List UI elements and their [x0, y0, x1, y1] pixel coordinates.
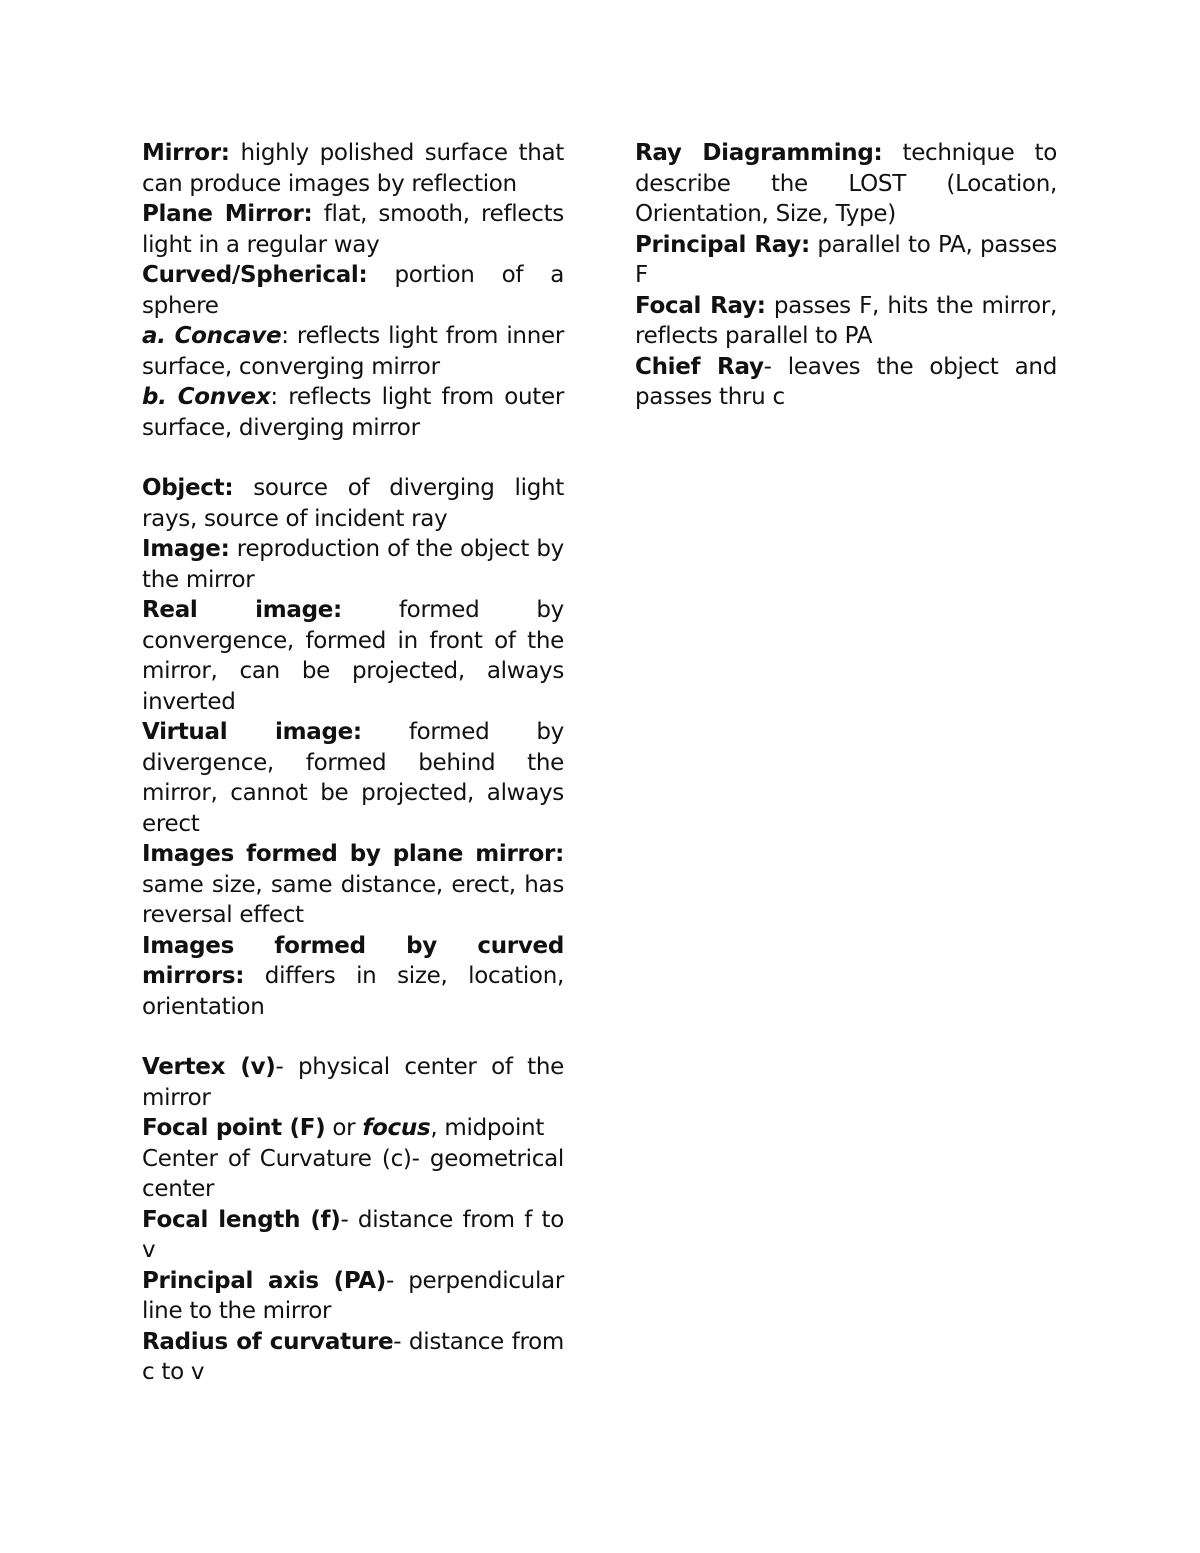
definition-text: , midpoint — [430, 1115, 545, 1141]
definition-text: flat, smooth, reflects light in a regular way — [142, 201, 564, 258]
definition-text: highly polished surface that can produce images by reflection — [142, 140, 564, 197]
term-label: Focal point (F) — [142, 1115, 326, 1141]
term-label: Real image: — [142, 597, 342, 623]
virtual-image-definition — [142, 717, 564, 839]
right-column — [635, 138, 1057, 413]
term-label: Focal length (f) — [142, 1206, 341, 1233]
definition-text: - distance from c to v — [142, 1328, 564, 1385]
plane-mirror-images-definition — [142, 839, 564, 931]
definition-text: parallel to PA, passes F — [635, 231, 1057, 288]
mirror-definition — [142, 138, 564, 199]
principal-ray-definition — [635, 230, 1057, 291]
term-label: Center of Curvature (c) — [142, 1145, 412, 1172]
concave-definition — [142, 321, 564, 382]
definition-text: source of diverging light rays, source of incident ray — [142, 475, 564, 532]
term-label: Vertex (v) — [142, 1054, 276, 1080]
definition-text: - perpendicular line to the mirror — [142, 1267, 564, 1324]
term-label: Images formed by plane mirror: — [142, 841, 564, 867]
principal-axis-definition — [142, 1266, 564, 1327]
curved-spherical-definition — [142, 260, 564, 321]
list-marker: a. — [142, 323, 175, 349]
term-label: Convex — [177, 384, 271, 410]
term-label: Curved/Spherical: — [142, 262, 368, 288]
term-label: Images formed by curved mirrors: — [142, 932, 564, 989]
definition-text: same size, same distance, erect, has reversal effect — [142, 871, 564, 928]
definition-text: formed by divergence, formed behind the mirror, cannot be projected, always erect — [142, 719, 564, 837]
definition-text: passes F, hits the mirror, reflects parallel to PA — [635, 292, 1057, 349]
real-image-definition — [142, 595, 564, 717]
curved-mirror-images-definition — [142, 931, 564, 1023]
connector-text: or — [325, 1115, 363, 1141]
left-column — [142, 138, 564, 1388]
definition-text: : reflects light from outer surface, diverging mirror — [142, 384, 564, 441]
plane-mirror-definition — [142, 199, 564, 260]
definition-text: differs in size, location, orientation — [142, 963, 564, 1020]
chief-ray-definition — [635, 352, 1057, 413]
term-label: Mirror: — [142, 140, 230, 166]
term-label: Radius of curvature — [142, 1328, 394, 1355]
definition-text: - leaves the object and passes thru c — [635, 353, 1057, 410]
definition-text: technique to describe the LOST (Location, Orientation, Size, Type) — [635, 140, 1057, 227]
term-label: Plane Mirror: — [142, 201, 313, 227]
focal-length-definition — [142, 1205, 564, 1266]
definition-text: - physical center of the mirror — [142, 1054, 565, 1111]
term-label: Chief Ray — [635, 353, 764, 380]
definition-text: formed by convergence, formed in front of the mirror, can be projected, always inverted — [142, 597, 564, 715]
convex-definition — [142, 382, 564, 443]
focus-term: focus — [362, 1115, 431, 1141]
object-definition — [142, 473, 564, 534]
focal-point-definition — [142, 1113, 564, 1144]
center-of-curvature-definition — [142, 1144, 564, 1205]
term-label: Principal Ray: — [635, 231, 810, 258]
focal-ray-definition — [635, 291, 1057, 352]
term-label: Image: — [142, 536, 230, 562]
ray-diagramming-definition — [635, 138, 1057, 230]
list-marker: b. — [142, 384, 178, 410]
term-label: Virtual image: — [142, 719, 362, 745]
term-label: Focal Ray: — [635, 292, 766, 319]
term-label: Ray Diagramming: — [635, 140, 883, 166]
definition-text: reproduction of the object by the mirror — [142, 536, 564, 593]
term-label: Object: — [142, 475, 234, 501]
radius-of-curvature-definition — [142, 1327, 564, 1388]
vertex-definition — [142, 1052, 564, 1113]
definition-text: : reflects light from inner surface, converging mirror — [142, 323, 564, 380]
term-label: Concave — [174, 323, 282, 349]
definition-text: portion of a sphere — [142, 262, 564, 319]
definition-text: - distance from f to v — [142, 1206, 564, 1263]
definition-text: - geometrical center — [142, 1145, 564, 1202]
image-definition — [142, 534, 564, 595]
term-label: Principal axis (PA) — [142, 1267, 387, 1294]
